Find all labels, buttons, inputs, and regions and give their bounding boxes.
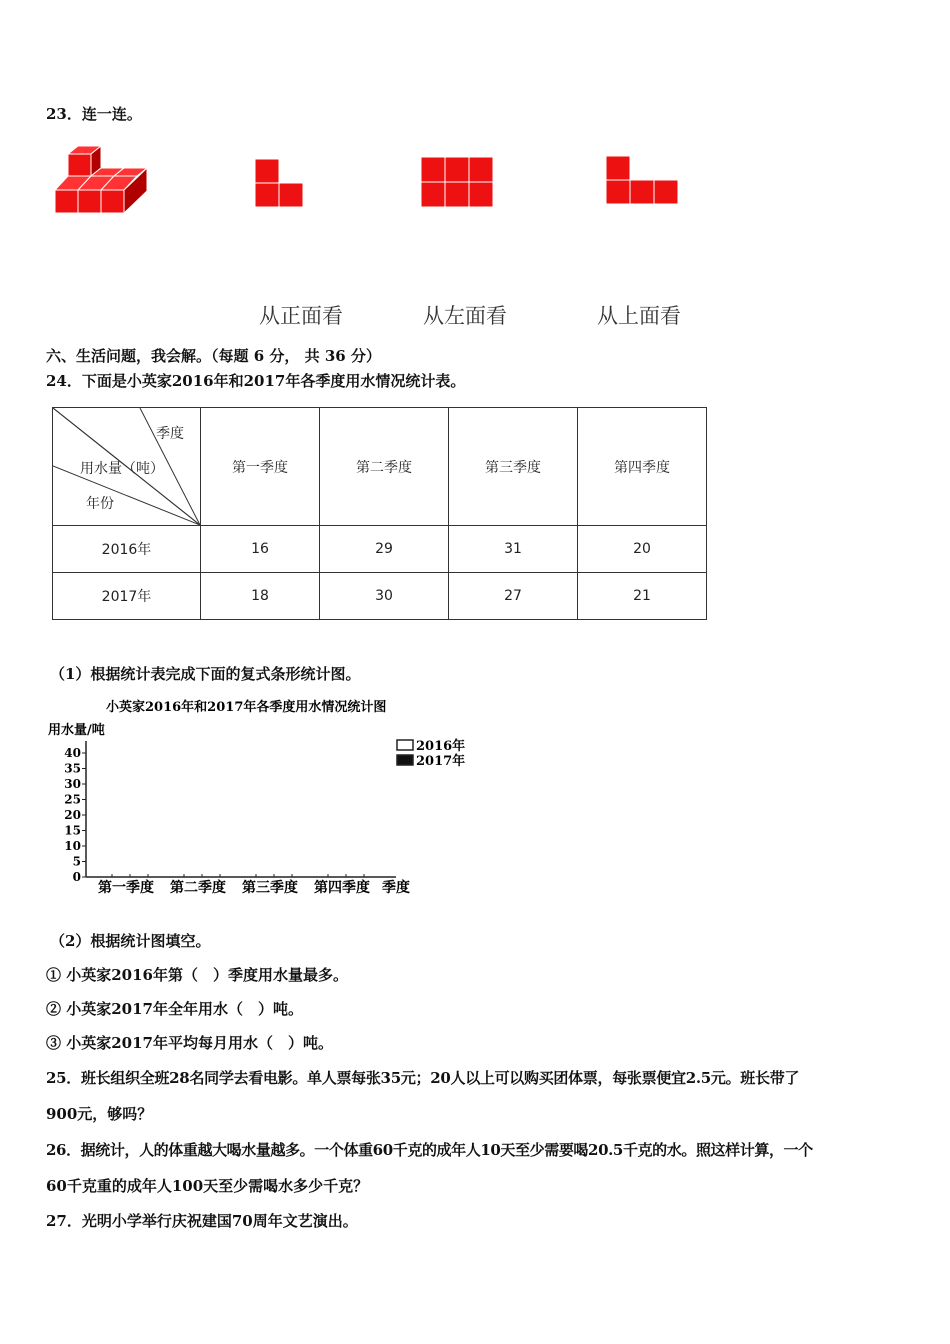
- table-cell: 18: [201, 573, 320, 620]
- fill-in-blank-1: ① 小英家2016年第（ ）季度用水量最多。: [46, 966, 348, 984]
- view-label-front: 从正面看: [259, 304, 343, 328]
- question-26-line-2: 60千克重的成年人100天至少需喝水多少千克？: [46, 1177, 369, 1195]
- question-24-title: 24．下面是小英家2016年和2017年各季度用水情况统计表。: [46, 372, 466, 390]
- question-25-line-1: 25．班长组织全班28名同学去看电影。单人票每张35元；20人以上可以购买团体票，每张票便宜2.5元。班长带了: [46, 1069, 800, 1087]
- column-header: 第三季度: [449, 408, 578, 526]
- table-cell: 16: [201, 526, 320, 573]
- table-cell: 27: [449, 573, 578, 620]
- view-label-top: 从上面看: [597, 304, 681, 328]
- view-shape-a: [254, 158, 306, 210]
- y-tick-label: 0: [72, 870, 81, 884]
- chart-y-axis-label: 用水量/吨: [48, 723, 105, 738]
- water-usage-table: [52, 407, 707, 620]
- cube-solid-figure: [50, 142, 155, 220]
- y-tick-label: 25: [64, 792, 81, 807]
- section-6-heading: 六、生活问题，我会解。（每题 6 分， 共 36 分）: [46, 347, 381, 365]
- question-27-title: 27．光明小学举行庆祝建国70周年文艺演出。: [46, 1212, 358, 1230]
- column-header: 第二季度: [320, 408, 449, 526]
- y-tick-label: 35: [64, 761, 81, 776]
- legend-label-2016: 2016年: [416, 739, 466, 754]
- corner-label-usage: 用水量（吨）: [80, 461, 164, 477]
- x-category-label: 第一季度: [98, 880, 154, 896]
- row-year: 2017年: [53, 573, 201, 620]
- question-24-part-2: （2）根据统计图填空。: [50, 932, 211, 950]
- table-cell: 30: [320, 573, 449, 620]
- y-tick-label: 20: [64, 808, 81, 822]
- table-cell: 31: [449, 526, 578, 573]
- chart-title: 小英家2016年和2017年各季度用水情况统计图: [106, 700, 387, 715]
- fill-in-blank-3: ③ 小英家2017年平均每月用水（ ）吨。: [46, 1034, 333, 1052]
- chart-legend: [397, 738, 465, 769]
- view-shape-c: [605, 155, 681, 207]
- question-25-line-2: 900元，够吗？: [46, 1105, 153, 1123]
- question-23-title: 23．连一连。: [46, 105, 142, 123]
- table-corner-header: [53, 408, 201, 526]
- question-26-line-1: 26．据统计，人的体重越大喝水量越多。一个体重60千克的成年人10天至少需要喝20.5千克的水。照这样计算，一个: [46, 1141, 813, 1159]
- question-24-part-1: （1）根据统计表完成下面的复式条形统计图。: [50, 665, 361, 683]
- table-row: [53, 526, 707, 573]
- table-cell: 29: [320, 526, 449, 573]
- y-tick-label: 30: [64, 777, 81, 791]
- column-header: 第四季度: [578, 408, 707, 526]
- legend-label-2017: 2017年: [416, 754, 466, 769]
- legend-swatch-2016: [397, 740, 413, 750]
- y-tick-label: 10: [64, 839, 81, 853]
- view-label-left: 从左面看: [423, 304, 507, 328]
- x-category-label: 第三季度: [242, 880, 298, 896]
- row-year: 2016年: [53, 526, 201, 573]
- table-cell: 20: [578, 526, 707, 573]
- x-category-label: 第四季度: [314, 880, 370, 896]
- column-header: 第一季度: [201, 408, 320, 526]
- chart-x-axis-label: 季度: [382, 880, 410, 896]
- table-row: [53, 573, 707, 620]
- view-shape-b: [420, 156, 496, 210]
- water-usage-bar-chart: [44, 693, 484, 905]
- legend-swatch-2017: [397, 755, 413, 765]
- x-category-label: 第二季度: [170, 880, 226, 896]
- y-tick-label: 5: [72, 854, 81, 869]
- y-tick-label: 15: [64, 823, 81, 838]
- table-cell: 21: [578, 573, 707, 620]
- fill-in-blank-2: ② 小英家2017年全年用水（ ）吨。: [46, 1000, 303, 1018]
- corner-label-year: 年份: [86, 496, 114, 512]
- corner-label-quarter: 季度: [156, 426, 184, 442]
- y-tick-label: 40: [64, 746, 81, 760]
